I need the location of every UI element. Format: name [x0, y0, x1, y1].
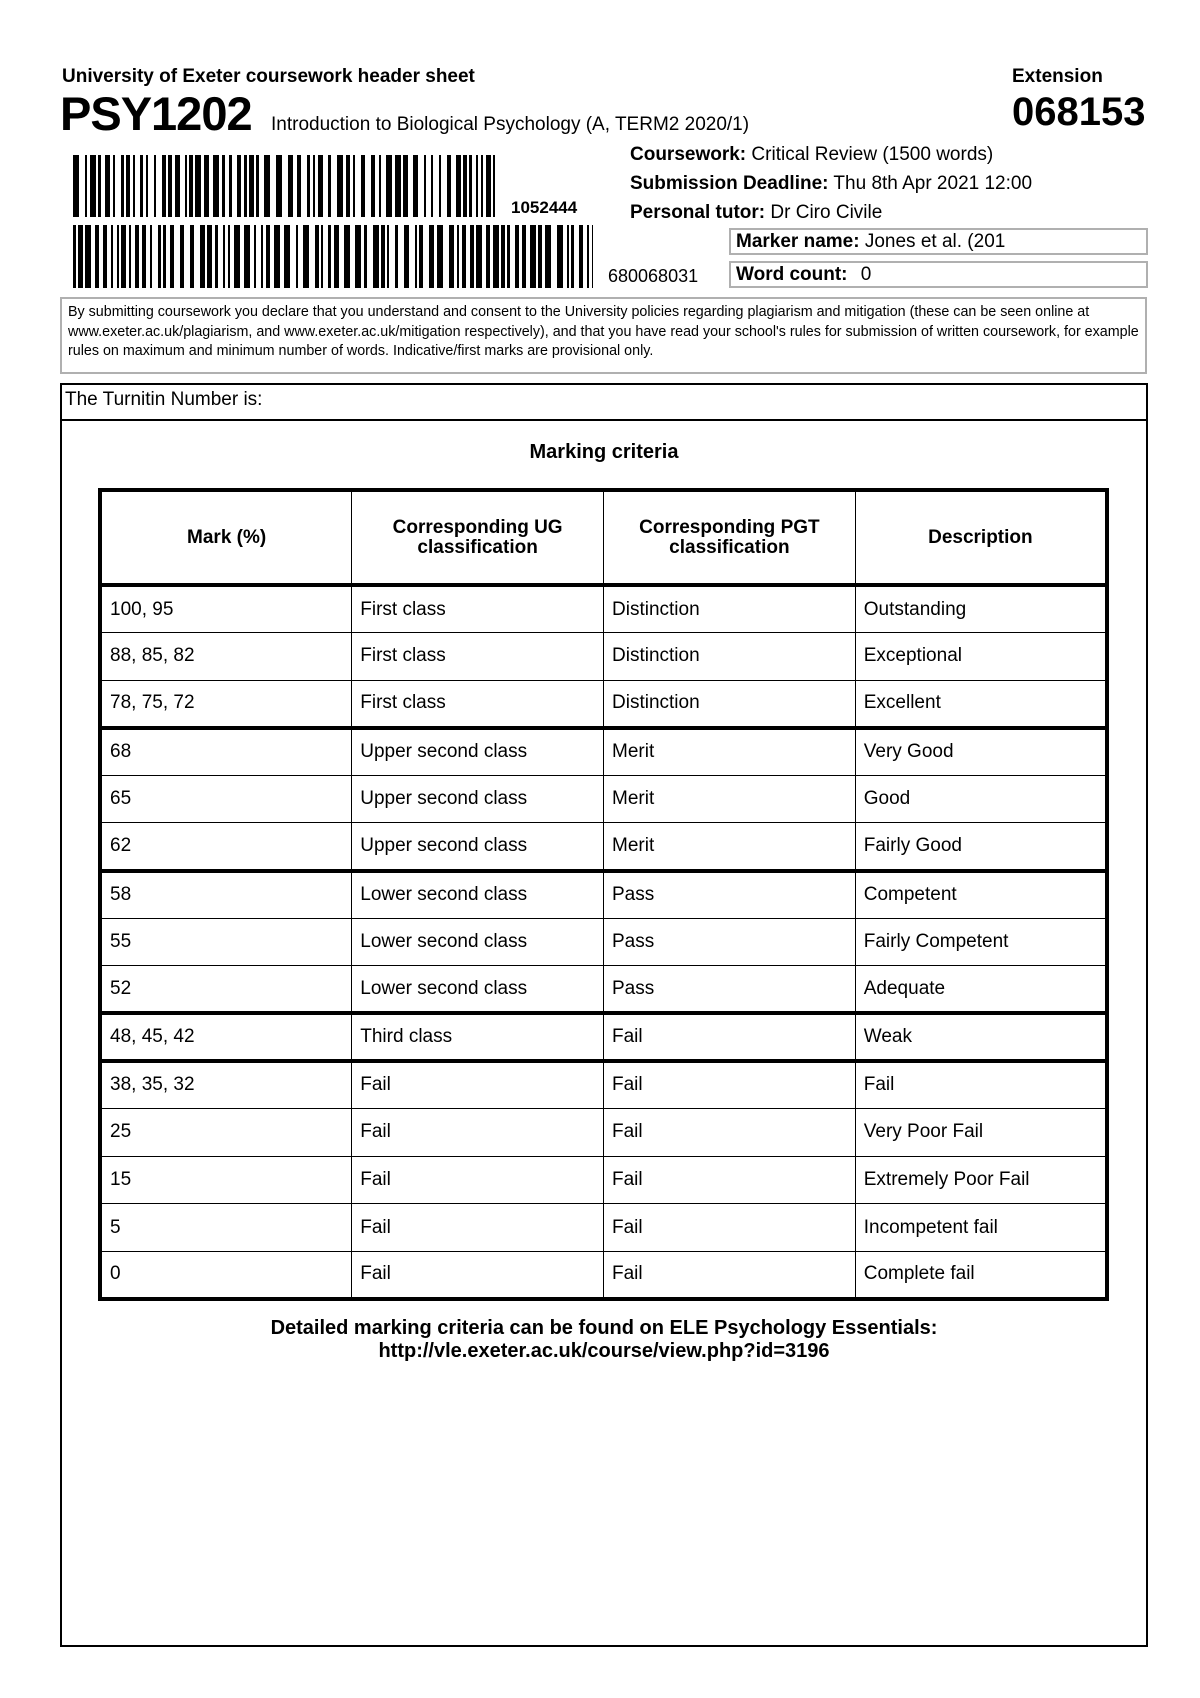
extension-label: Extension [1012, 66, 1103, 87]
cell-pgt: Merit [604, 823, 856, 871]
wordcount-value: 0 [860, 264, 872, 285]
barcode-bottom [73, 225, 593, 288]
detail-note [60, 1317, 1148, 1363]
table-row [100, 775, 1107, 823]
cell-ug: Third class [352, 1013, 604, 1061]
tutor-value: Dr Ciro Civile [770, 202, 883, 223]
cell-description: Competent [855, 871, 1107, 919]
cell-ug: Fail [352, 1061, 604, 1109]
cell-ug: Fail [352, 1204, 604, 1252]
table-row [100, 823, 1107, 871]
cell-mark: 65 [100, 775, 352, 823]
cell-description: Fairly Good [855, 823, 1107, 871]
cell-pgt: Pass [604, 871, 856, 919]
cell-description: Very Good [855, 728, 1107, 776]
cell-description: Outstanding [855, 585, 1107, 633]
cell-mark: 25 [100, 1109, 352, 1157]
cell-mark: 15 [100, 1156, 352, 1204]
cell-description: Good [855, 775, 1107, 823]
cell-ug: Lower second class [352, 918, 604, 966]
deadline-value: Thu 8th Apr 2021 12:00 [833, 173, 1033, 194]
table-row [100, 1251, 1107, 1299]
table-row [100, 871, 1107, 919]
cell-pgt: Fail [604, 1251, 856, 1299]
cell-ug: Upper second class [352, 728, 604, 776]
cell-description: Incompetent fail [855, 1204, 1107, 1252]
table-row [100, 633, 1107, 681]
cell-description: Complete fail [855, 1251, 1107, 1299]
cell-description: Fail [855, 1061, 1107, 1109]
marker-label: Marker name: [736, 231, 860, 252]
cell-mark: 68 [100, 728, 352, 776]
cell-mark: 88, 85, 82 [100, 633, 352, 681]
cell-ug: Upper second class [352, 823, 604, 871]
cell-ug: Fail [352, 1156, 604, 1204]
cell-pgt: Merit [604, 775, 856, 823]
word-count-field[interactable] [729, 261, 1148, 288]
cell-pgt: Distinction [604, 633, 856, 681]
coursework-label: Coursework: [630, 144, 747, 165]
cell-mark: 100, 95 [100, 585, 352, 633]
cell-pgt: Fail [604, 1204, 856, 1252]
cell-pgt: Pass [604, 918, 856, 966]
cell-ug: Lower second class [352, 871, 604, 919]
marking-criteria-table [98, 488, 1109, 1301]
cell-description: Fairly Competent [855, 918, 1107, 966]
cell-mark: 5 [100, 1204, 352, 1252]
declaration-text: By submitting coursework you declare that you understand and consent to the University policies regarding plagiarism and mitigation (these can be seen online at www.exeter.ac.uk/plagiarism, and www.exeter.ac.uk/mitigation respectively), and that you have read your school's rules for submission of written coursework, for example rules on maximum and minimum number of words. Indicative/first marks are provisional only. [60, 297, 1147, 374]
table-row [100, 1109, 1107, 1157]
extension-number: 068153 [1012, 90, 1146, 134]
table-row [100, 1013, 1107, 1061]
detail-note-link[interactable]: http://vle.exeter.ac.uk/course/view.php?id=3196 [378, 1340, 830, 1362]
cell-ug: Upper second class [352, 775, 604, 823]
cell-description: Excellent [855, 680, 1107, 728]
tutor-line [630, 202, 882, 224]
cell-pgt: Pass [604, 966, 856, 1014]
marker-name-field[interactable] [729, 228, 1148, 255]
cell-pgt: Fail [604, 1061, 856, 1109]
table-row [100, 966, 1107, 1014]
cell-ug: First class [352, 680, 604, 728]
cell-ug: Fail [352, 1251, 604, 1299]
table-row [100, 1156, 1107, 1204]
course-title: Introduction to Biological Psychology (A, TERM2 2020/1) [271, 114, 750, 135]
header-description: Description [855, 490, 1107, 585]
cell-pgt: Distinction [604, 680, 856, 728]
header-title: University of Exeter coursework header sheet [62, 66, 475, 87]
barcode-top [73, 155, 498, 217]
cell-description: Weak [855, 1013, 1107, 1061]
criteria-title: Marking criteria [529, 441, 679, 463]
cell-mark: 55 [100, 918, 352, 966]
table-row [100, 728, 1107, 776]
cell-mark: 0 [100, 1251, 352, 1299]
cell-description: Very Poor Fail [855, 1109, 1107, 1157]
cell-mark: 78, 75, 72 [100, 680, 352, 728]
table-row [100, 680, 1107, 728]
cell-description: Extremely Poor Fail [855, 1156, 1107, 1204]
table-header-row [100, 490, 1107, 585]
header-mark: Mark (%) [100, 490, 352, 585]
deadline-line [630, 173, 1032, 195]
course-code: PSY1202 [60, 87, 252, 140]
coursework-line [630, 144, 993, 166]
cell-ug: First class [352, 585, 604, 633]
barcode-top-number: 1052444 [511, 198, 578, 217]
cell-mark: 52 [100, 966, 352, 1014]
detail-note-text: Detailed marking criteria can be found on ELE Psychology Essentials: [270, 1317, 938, 1339]
cell-description: Exceptional [855, 633, 1107, 681]
header-pgt-classification: Corresponding PGT classification [604, 490, 856, 585]
cell-mark: 48, 45, 42 [100, 1013, 352, 1061]
table-row [100, 918, 1107, 966]
cell-mark: 62 [100, 823, 352, 871]
cell-ug: First class [352, 633, 604, 681]
header-ug-classification: Corresponding UG classification [352, 490, 604, 585]
cell-pgt: Fail [604, 1156, 856, 1204]
wordcount-label: Word count: [736, 264, 848, 285]
tutor-label: Personal tutor: [630, 202, 766, 223]
coursework-value: Critical Review (1500 words) [751, 144, 994, 165]
cell-mark: 58 [100, 871, 352, 919]
turnitin-number-row: The Turnitin Number is: [60, 383, 1148, 421]
cell-pgt: Fail [604, 1109, 856, 1157]
table-row [100, 585, 1107, 633]
cell-pgt: Fail [604, 1013, 856, 1061]
table-row [100, 1204, 1107, 1252]
cell-pgt: Merit [604, 728, 856, 776]
table-row [100, 1061, 1107, 1109]
marker-value: Jones et al. (201 [864, 231, 1006, 252]
cell-description: Adequate [855, 966, 1107, 1014]
cell-ug: Fail [352, 1109, 604, 1157]
cell-ug: Lower second class [352, 966, 604, 1014]
deadline-label: Submission Deadline: [630, 173, 829, 194]
barcode-bottom-number: 680068031 [608, 266, 699, 286]
cell-pgt: Distinction [604, 585, 856, 633]
cell-mark: 38, 35, 32 [100, 1061, 352, 1109]
